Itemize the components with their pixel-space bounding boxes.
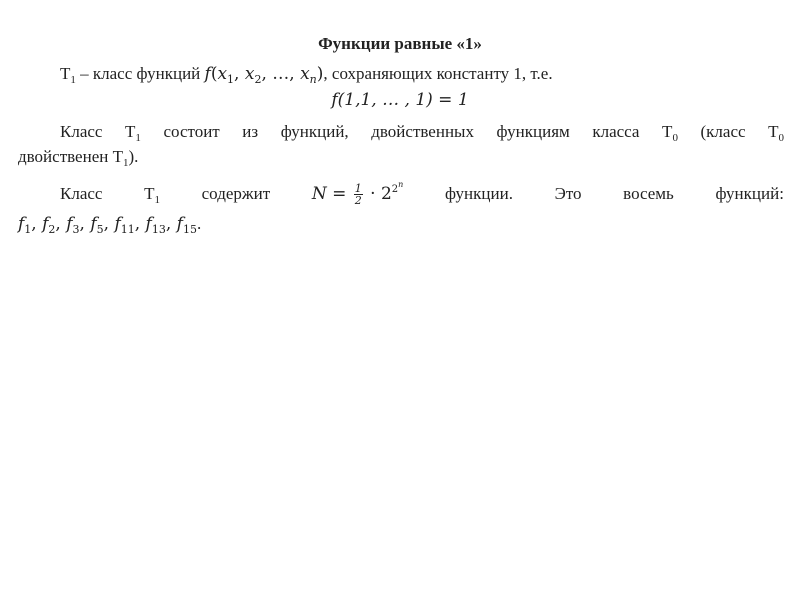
function-item: $f_3$ bbox=[66, 214, 80, 236]
word: состоит bbox=[163, 122, 220, 141]
t1-symbol: $T_1$ bbox=[144, 184, 160, 206]
formula-count: N = $\frac{1}{2}$ · $2^{2^n}$ bbox=[311, 180, 404, 207]
word: функции. bbox=[444, 184, 513, 203]
word: класса bbox=[592, 122, 640, 141]
function-item: $f_1$ bbox=[18, 214, 32, 236]
function-item: $f_2$ bbox=[42, 214, 56, 236]
function-item: $f_{13}$ bbox=[145, 214, 166, 236]
formula-constant-one: f(1,1, … , 1) = 1 bbox=[331, 90, 469, 110]
word: из bbox=[242, 122, 259, 141]
t1-symbol: $T_1$ bbox=[125, 122, 141, 144]
word: содержит bbox=[201, 184, 271, 203]
paragraph-t1-definition: $T_1$ – класс функций $f(x_1$, $x_2$, …, $x_n$), сохраняющих константу 1, т.е. bbox=[60, 64, 553, 86]
function-signature: $f(x_1$, $x_2$, …, $x_n$) bbox=[204, 64, 324, 86]
word: (класс bbox=[700, 122, 746, 141]
word: функций: bbox=[715, 184, 784, 203]
fraction-half: $\frac{1}{2}$ bbox=[354, 182, 362, 207]
function-item: $f_5$ bbox=[90, 214, 104, 236]
t0-symbol: $T_0$ bbox=[768, 122, 784, 144]
function-list: $f_1$, $f_2$, $f_3$, $f_5$, $f_{11}$, $f_{13}$, $f_{15}$. bbox=[18, 214, 202, 236]
word: Это bbox=[554, 184, 582, 203]
slide-title: Функции равные «1» bbox=[318, 34, 482, 53]
word: Класс bbox=[60, 122, 103, 141]
word: Класс bbox=[60, 184, 103, 203]
word: восемь bbox=[623, 184, 674, 203]
function-item: $f_{11}$ bbox=[114, 214, 135, 236]
word: двойственных bbox=[371, 122, 474, 141]
paragraph-t1-count-line1 bbox=[60, 182, 784, 206]
t0-symbol: $T_0$ bbox=[662, 122, 678, 144]
function-item: $f_{15}$ bbox=[176, 214, 197, 236]
word: функциям bbox=[496, 122, 570, 141]
paragraph-t1-dual-line2: двойственен $T_1$). bbox=[18, 147, 139, 169]
t1-symbol: $T_1$ bbox=[60, 64, 76, 86]
word: функций, bbox=[280, 122, 349, 141]
paragraph-t1-dual-line1 bbox=[60, 122, 784, 142]
